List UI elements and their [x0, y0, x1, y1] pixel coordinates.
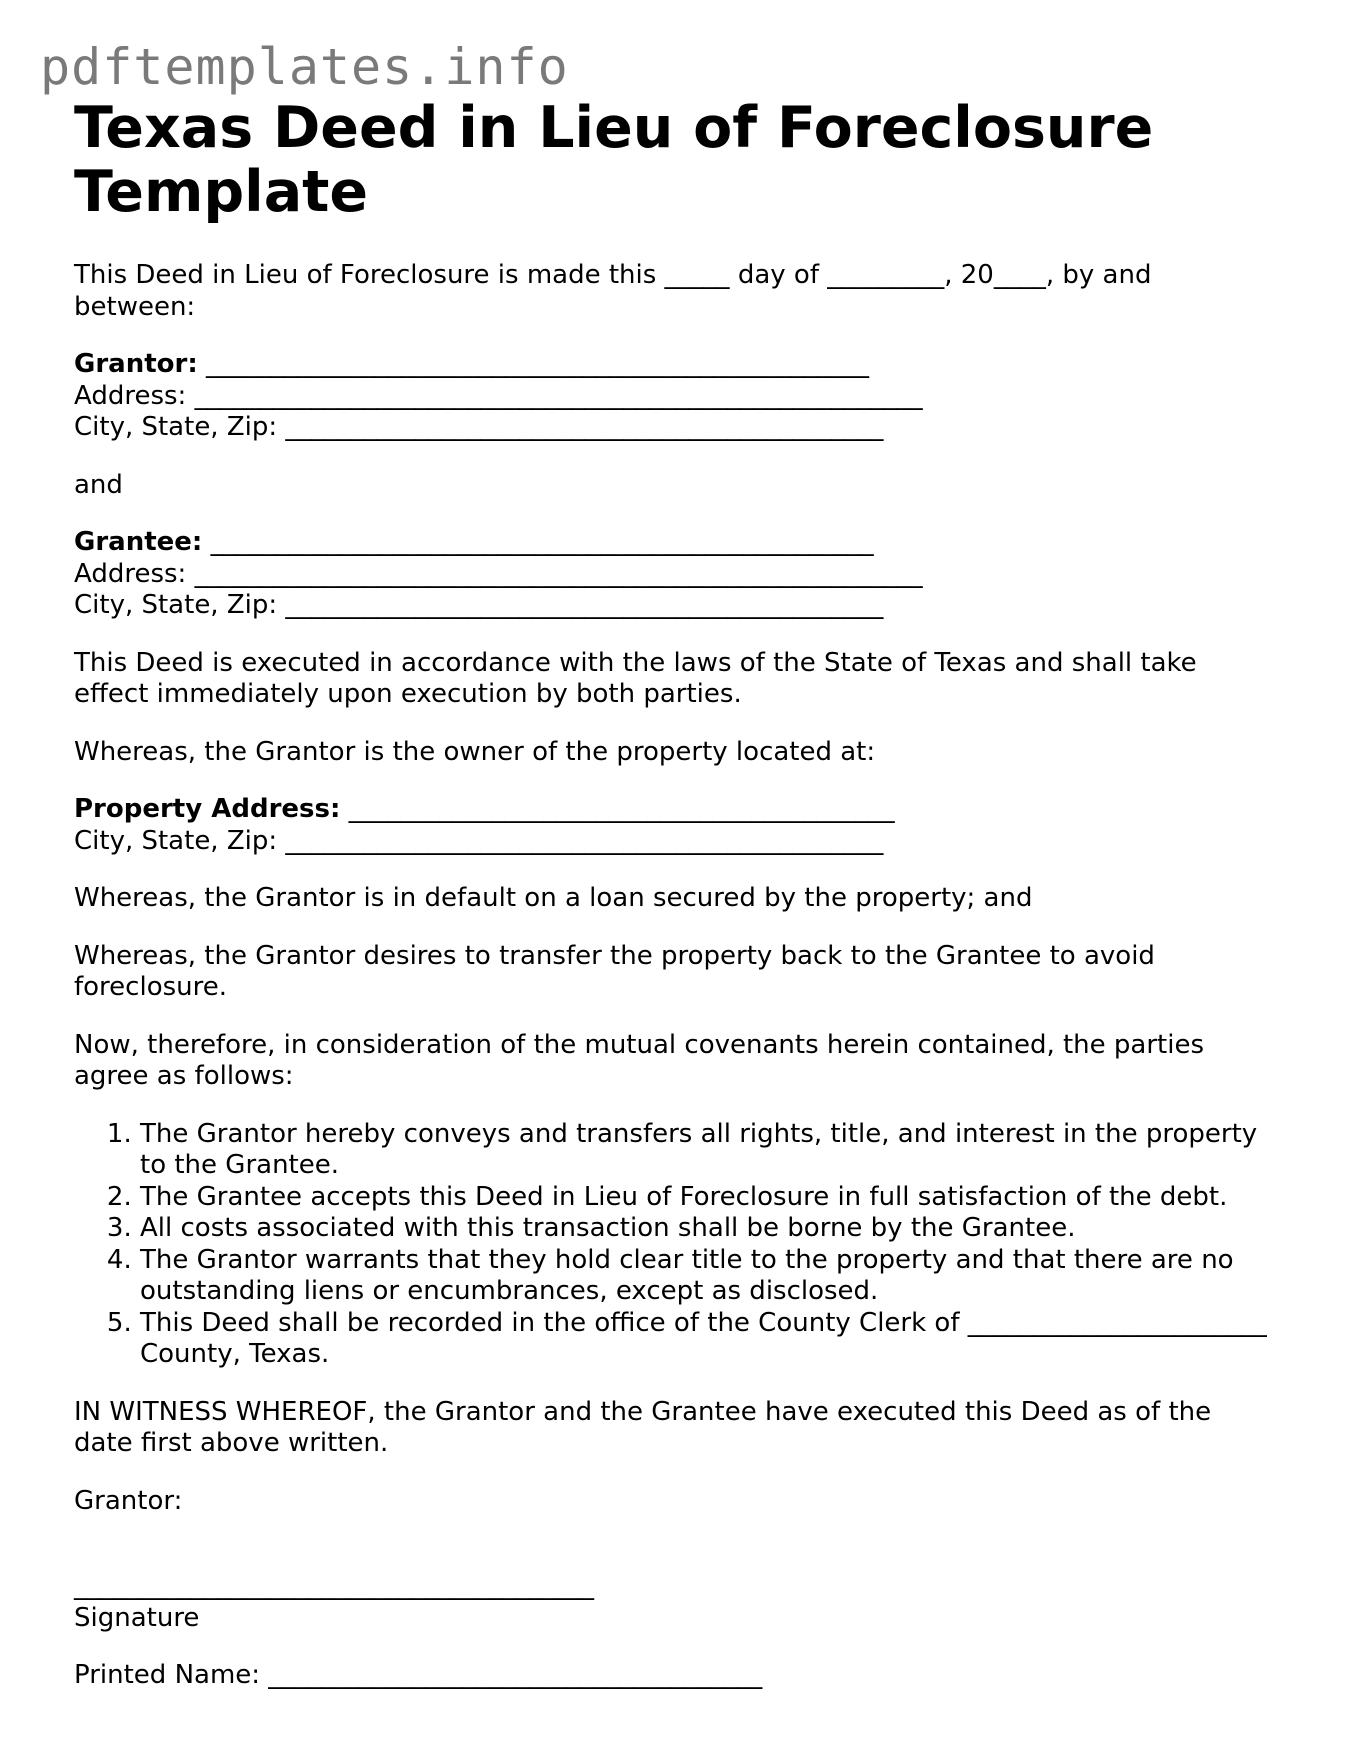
grantor-label: Grantor:: [74, 349, 198, 379]
execution-paragraph: This Deed is executed in accordance with the laws of the State of Texas and shall take effect immediately upon execution by both parties.: [74, 647, 1197, 709]
grantor-address-line: Address: ________________________________________________________: [74, 380, 923, 411]
term-item: 3. All costs associated with this transaction shall be borne by the Grantee.: [140, 1213, 1274, 1245]
grantee-name-line: [74, 527, 1274, 559]
terms-list: [74, 1119, 1274, 1371]
property-address-line: [74, 794, 1274, 826]
term-item: 1. The Grantor hereby conveys and transfers all rights, title, and interest in the property to the Grantee.: [140, 1119, 1274, 1182]
grantor-block: [74, 349, 1274, 444]
grantee-name-blank: ___________________________________________________: [202, 527, 874, 557]
signature-party-label: Grantor:: [74, 1485, 183, 1516]
signature-line: ________________________________________: [74, 1571, 594, 1601]
now-therefore-paragraph: Now, therefore, in consideration of the mutual covenants herein contained, the parties agree as follows:: [74, 1029, 1204, 1091]
whereas-default-paragraph: Whereas, the Grantor is in default on a loan secured by the property; and: [74, 883, 1033, 913]
whereas-owner-paragraph: Whereas, the Grantor is the owner of the property located at:: [74, 736, 876, 767]
signature-label: Signature: [74, 1602, 200, 1633]
property-block: [74, 794, 1274, 857]
property-address-blank: __________________________________________: [340, 794, 895, 824]
grantee-label: Grantee:: [74, 527, 203, 557]
property-address-label: Property Address:: [74, 794, 341, 824]
term-item: 2. The Grantee accepts this Deed in Lieu of Foreclosure in full satisfaction of the debt.: [140, 1182, 1274, 1214]
grantee-address-line: Address: ________________________________________________________: [74, 558, 923, 589]
printed-name-line: Printed Name: ______________________________________: [74, 1660, 763, 1690]
term-item: 5. This Deed shall be recorded in the office of the County Clerk of _______________________ County, Texas.: [140, 1308, 1274, 1371]
grantee-city-line: City, State, Zip: ______________________________________________: [74, 590, 884, 620]
intro-paragraph: This Deed in Lieu of Foreclosure is made this _____ day of _________, 20____, by and between:: [74, 260, 1152, 322]
grantor-name-line: [74, 349, 1274, 381]
watermark: pdftemplates.info: [40, 38, 569, 96]
grantor-city-line: City, State, Zip: ______________________________________________: [74, 412, 884, 442]
term-item: 4. The Grantor warrants that they hold clear title to the property and that there are no outstanding liens or encumbrances, except as disclosed.: [140, 1245, 1274, 1308]
document-title: Texas Deed in Lieu of Foreclosure Template: [74, 95, 1154, 225]
grantee-block: [74, 527, 1274, 622]
signature-block: [74, 1571, 1274, 1634]
witness-paragraph: IN WITNESS WHEREOF, the Grantor and the Grantee have executed this Deed as of the date first above written.: [74, 1396, 1212, 1458]
grantor-name-blank: ___________________________________________________: [197, 349, 869, 379]
whereas-transfer-paragraph: Whereas, the Grantor desires to transfer the property back to the Grantee to avoid foreclosure.: [74, 940, 1155, 1002]
and-text: and: [74, 469, 123, 500]
property-city-line: City, State, Zip: ______________________________________________: [74, 825, 884, 856]
document-body: [74, 96, 1274, 1718]
